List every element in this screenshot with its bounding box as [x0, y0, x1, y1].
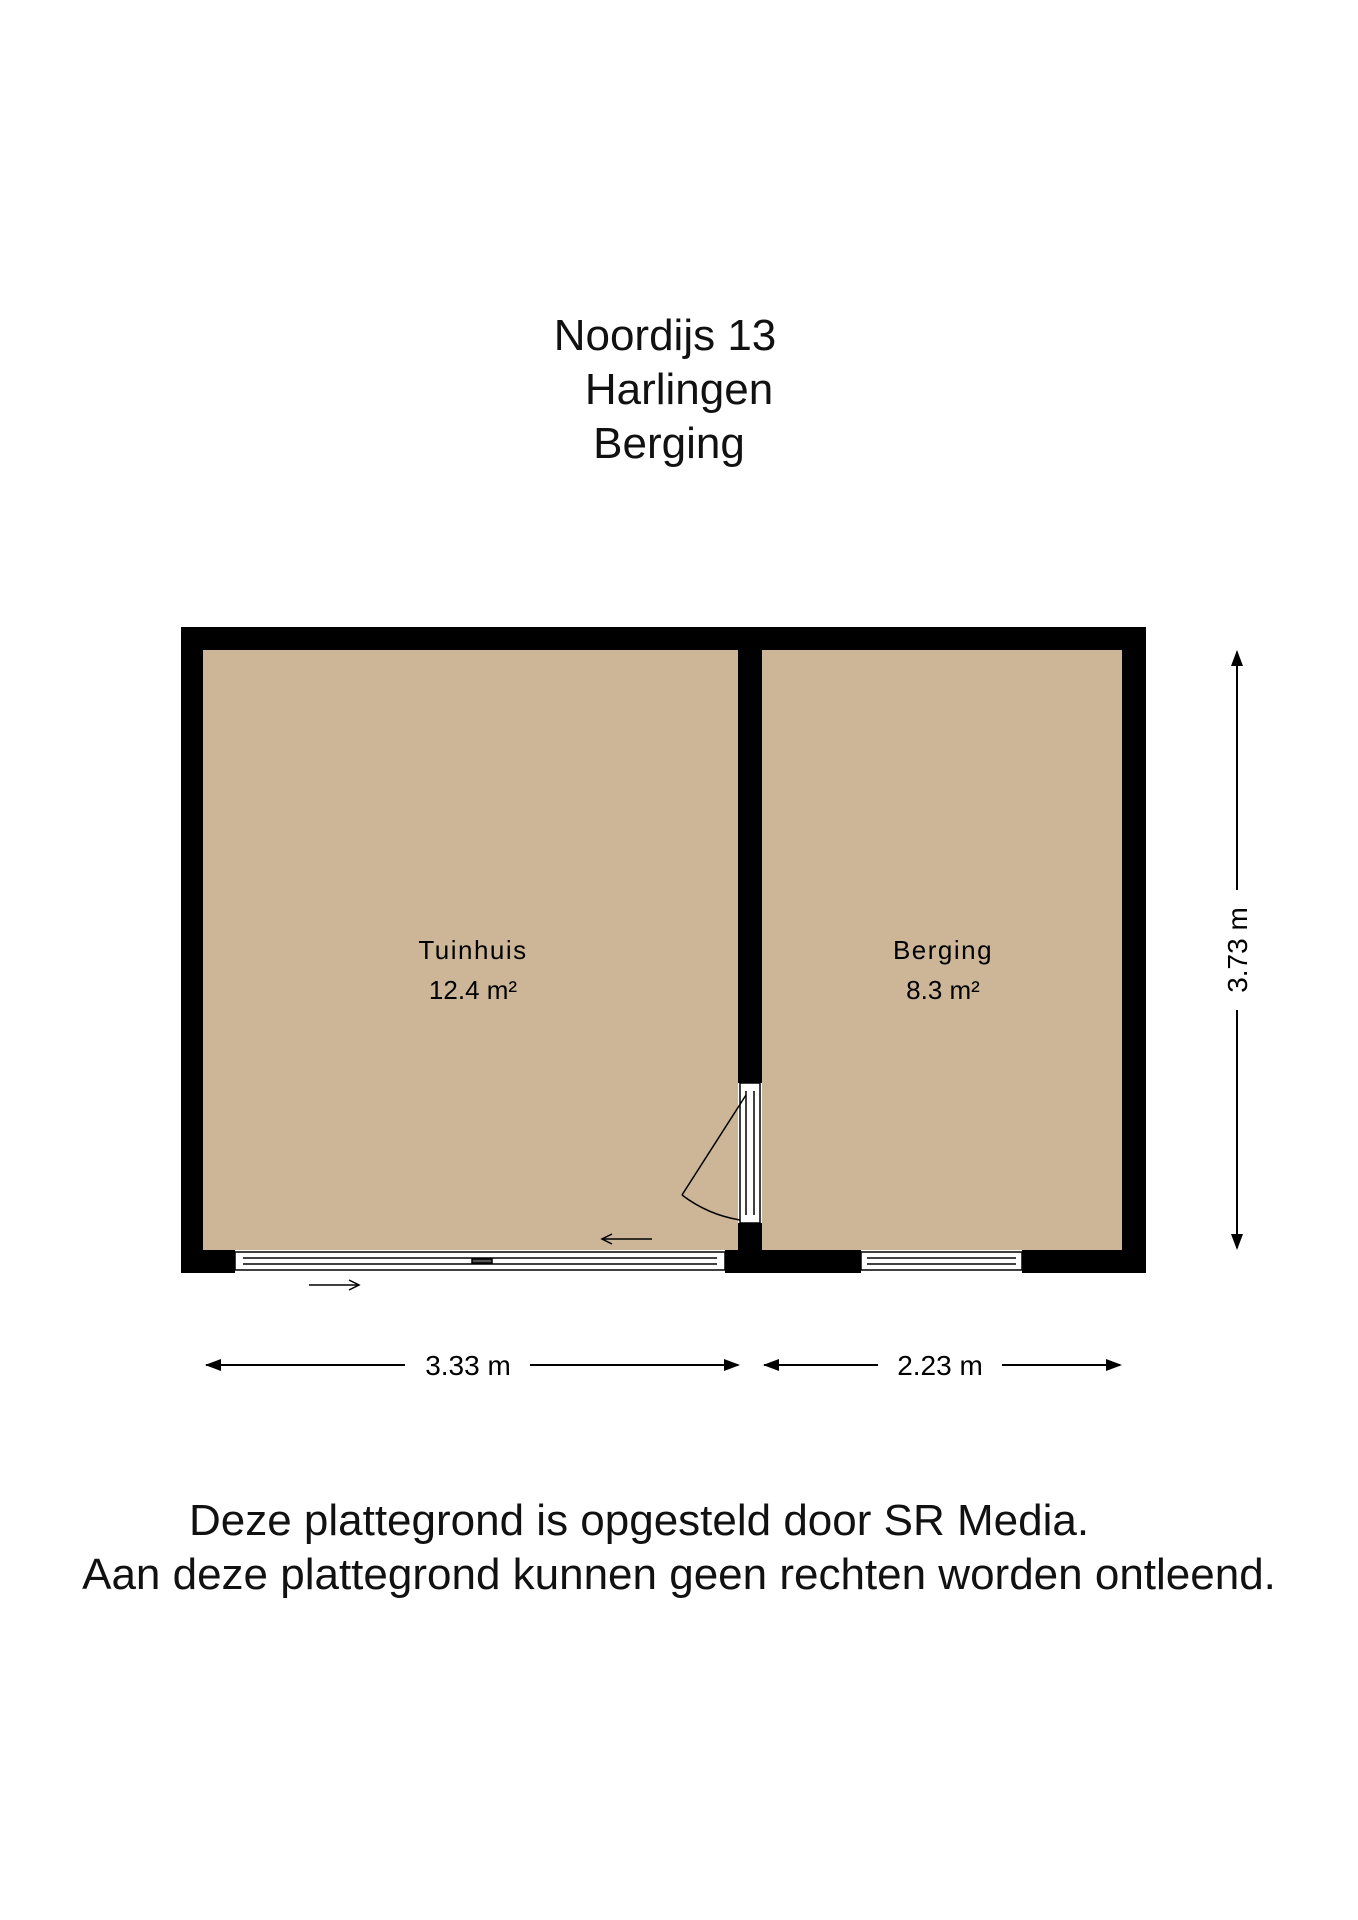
sliding-door: [235, 1252, 725, 1270]
room-area-tuinhuis: 12.4 m²: [428, 975, 518, 1005]
disclaimer-line-2: Aan deze plattegrond kunnen geen rechten worden ontleend.: [82, 1550, 1276, 1599]
room-area-berging: 8.3 m²: [906, 975, 980, 1005]
sliding-arrow-right: [309, 1280, 359, 1290]
room-name-tuinhuis: Tuinhuis: [418, 935, 528, 965]
dimension-label-width-left: 3.33 m: [425, 1350, 511, 1381]
floor-title: Berging: [593, 419, 745, 468]
window: [861, 1252, 1022, 1270]
room-name-berging: Berging: [892, 935, 994, 965]
disclaimer-line-1: Deze plattegrond is opgesteld door SR Media.: [188, 1496, 1090, 1545]
city-title: Harlingen: [584, 365, 774, 414]
dimension-label-height: 3.73 m: [1222, 907, 1253, 993]
dimension-label-width-right: 2.23 m: [897, 1350, 983, 1381]
address-title: Noordijs 13: [553, 311, 777, 360]
